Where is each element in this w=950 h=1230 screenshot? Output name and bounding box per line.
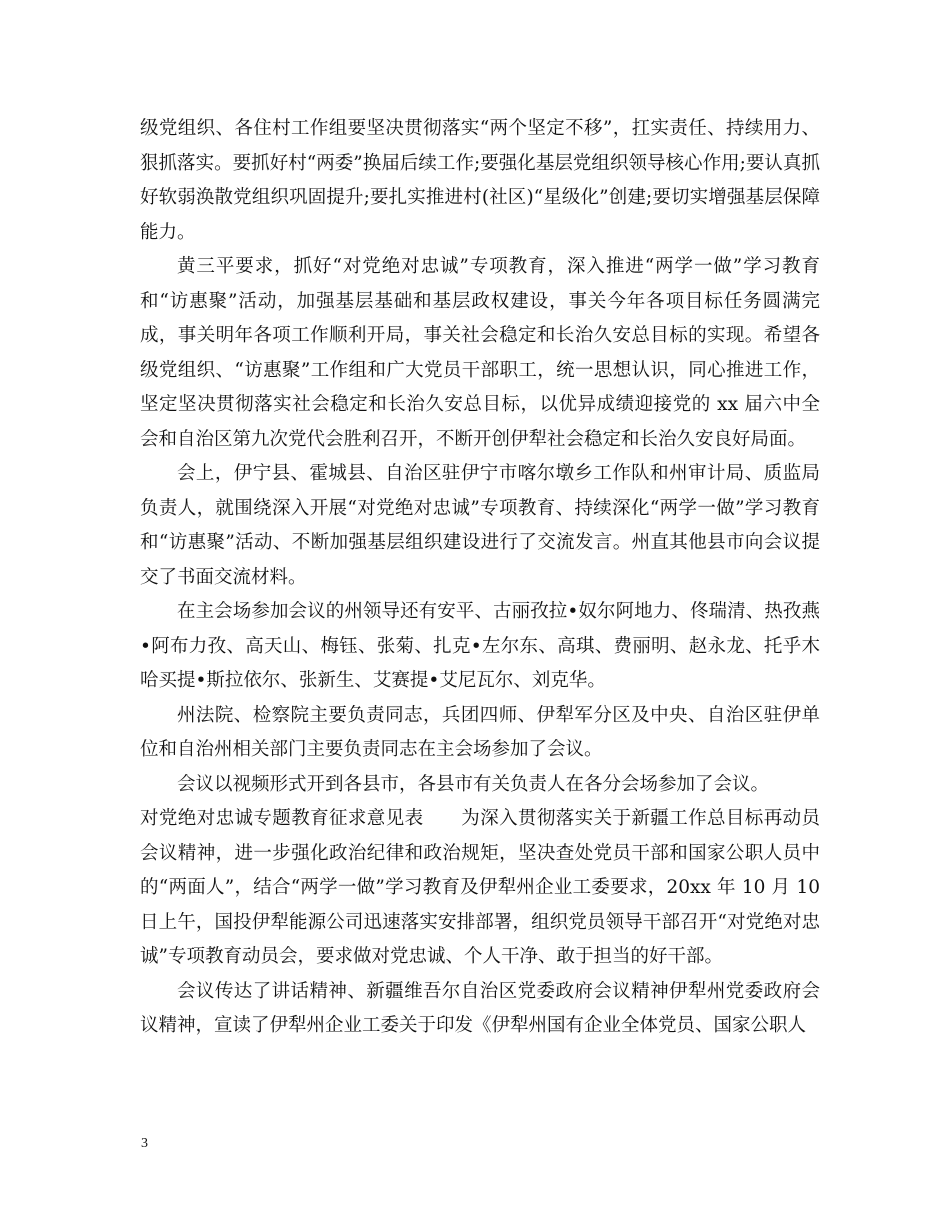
paragraph: 州法院、检察院主要负责同志，兵团四师、伊犁军分区及中央、自治区驻伊单位和自治州相关部门主要负责同志在主会场参加了会议。 <box>140 704 820 760</box>
paragraph: 会议传达了讲话精神、新疆维吾尔自治区党委政府会议精神伊犁州党委政府会议精神，宣读了伊犁州企业工委关于印发《伊犁州国有企业全体党员、国家公职人 <box>140 980 820 1036</box>
paragraph: 级党组织、各住村工作组要坚决贯彻落实“两个坚定不移”，扛实责任、持续用力、狠抓落实。要抓好村“两委”换届后续工作;要强化基层党组织领导核心作用;要认真抓好软弱涣散党组织巩固提升;要扎实推进村(社区)“星级化”创建;要切实增强基层保障能力。 <box>140 118 820 243</box>
paragraph: 在主会场参加会议的州领导还有安平、古丽孜拉•奴尔阿地力、佟瑞清、热孜燕•阿布力孜、高天山、梅钰、张菊、扎克•左尔东、高琪、费丽明、赵永龙、托乎木哈买提•斯拉依尔、张新生、艾赛提•艾尼瓦尔、刘克华。 <box>140 601 820 691</box>
paragraph: 对党绝对忠诚专题教育征求意见表 为深入贯彻落实关于新疆工作总目标再动员会议精神，进一步强化政治纪律和政治规矩，坚决查处党员干部和国家公职人员中的“两面人”，结合“两学一做”学习教育及伊犁州企业工委要求，20xx 年 10 月 10 日上午，国投伊犁能源公司迅速落实安排部署，组织党员领导干部召开“对党绝对忠诚”专项教育动员会，要求做对党忠诚、个人干净、敢于担当的好干部。 <box>140 808 820 967</box>
paragraph: 黄三平要求，抓好“对党绝对忠诚”专项教育，深入推进“两学一做”学习教育和“访惠聚”活动，加强基层基础和基层政权建设，事关今年各项目标任务圆满完成，事关明年各项工作顺利开局，事关社会稳定和长治久安总目标的实现。希望各级党组织、“访惠聚”工作组和广大党员干部职工，统一思想认识，同心推进工作，坚定坚决贯彻落实社会稳定和长治久安总目标，以优异成绩迎接党的 xx 届六中全会和自治区第九次党代会胜利召开，不断开创伊犁社会稳定和长治久安良好局面。 <box>140 256 820 450</box>
paragraph: 会议以视频形式开到各县市，各县市有关负责人在各分会场参加了会议。 <box>177 773 770 795</box>
paragraph: 会上，伊宁县、霍城县、自治区驻伊宁市喀尔墩乡工作队和州审计局、质监局负责人，就围绕深入开展“对党绝对忠诚”专项教育、持续深化“两学一做”学习教育和“访惠聚”活动、不断加强基层组织建设进行了交流发言。州直其他县市向会议提交了书面交流材料。 <box>140 463 820 588</box>
document-body <box>140 112 820 1044</box>
page-number: 3 <box>141 1136 148 1151</box>
